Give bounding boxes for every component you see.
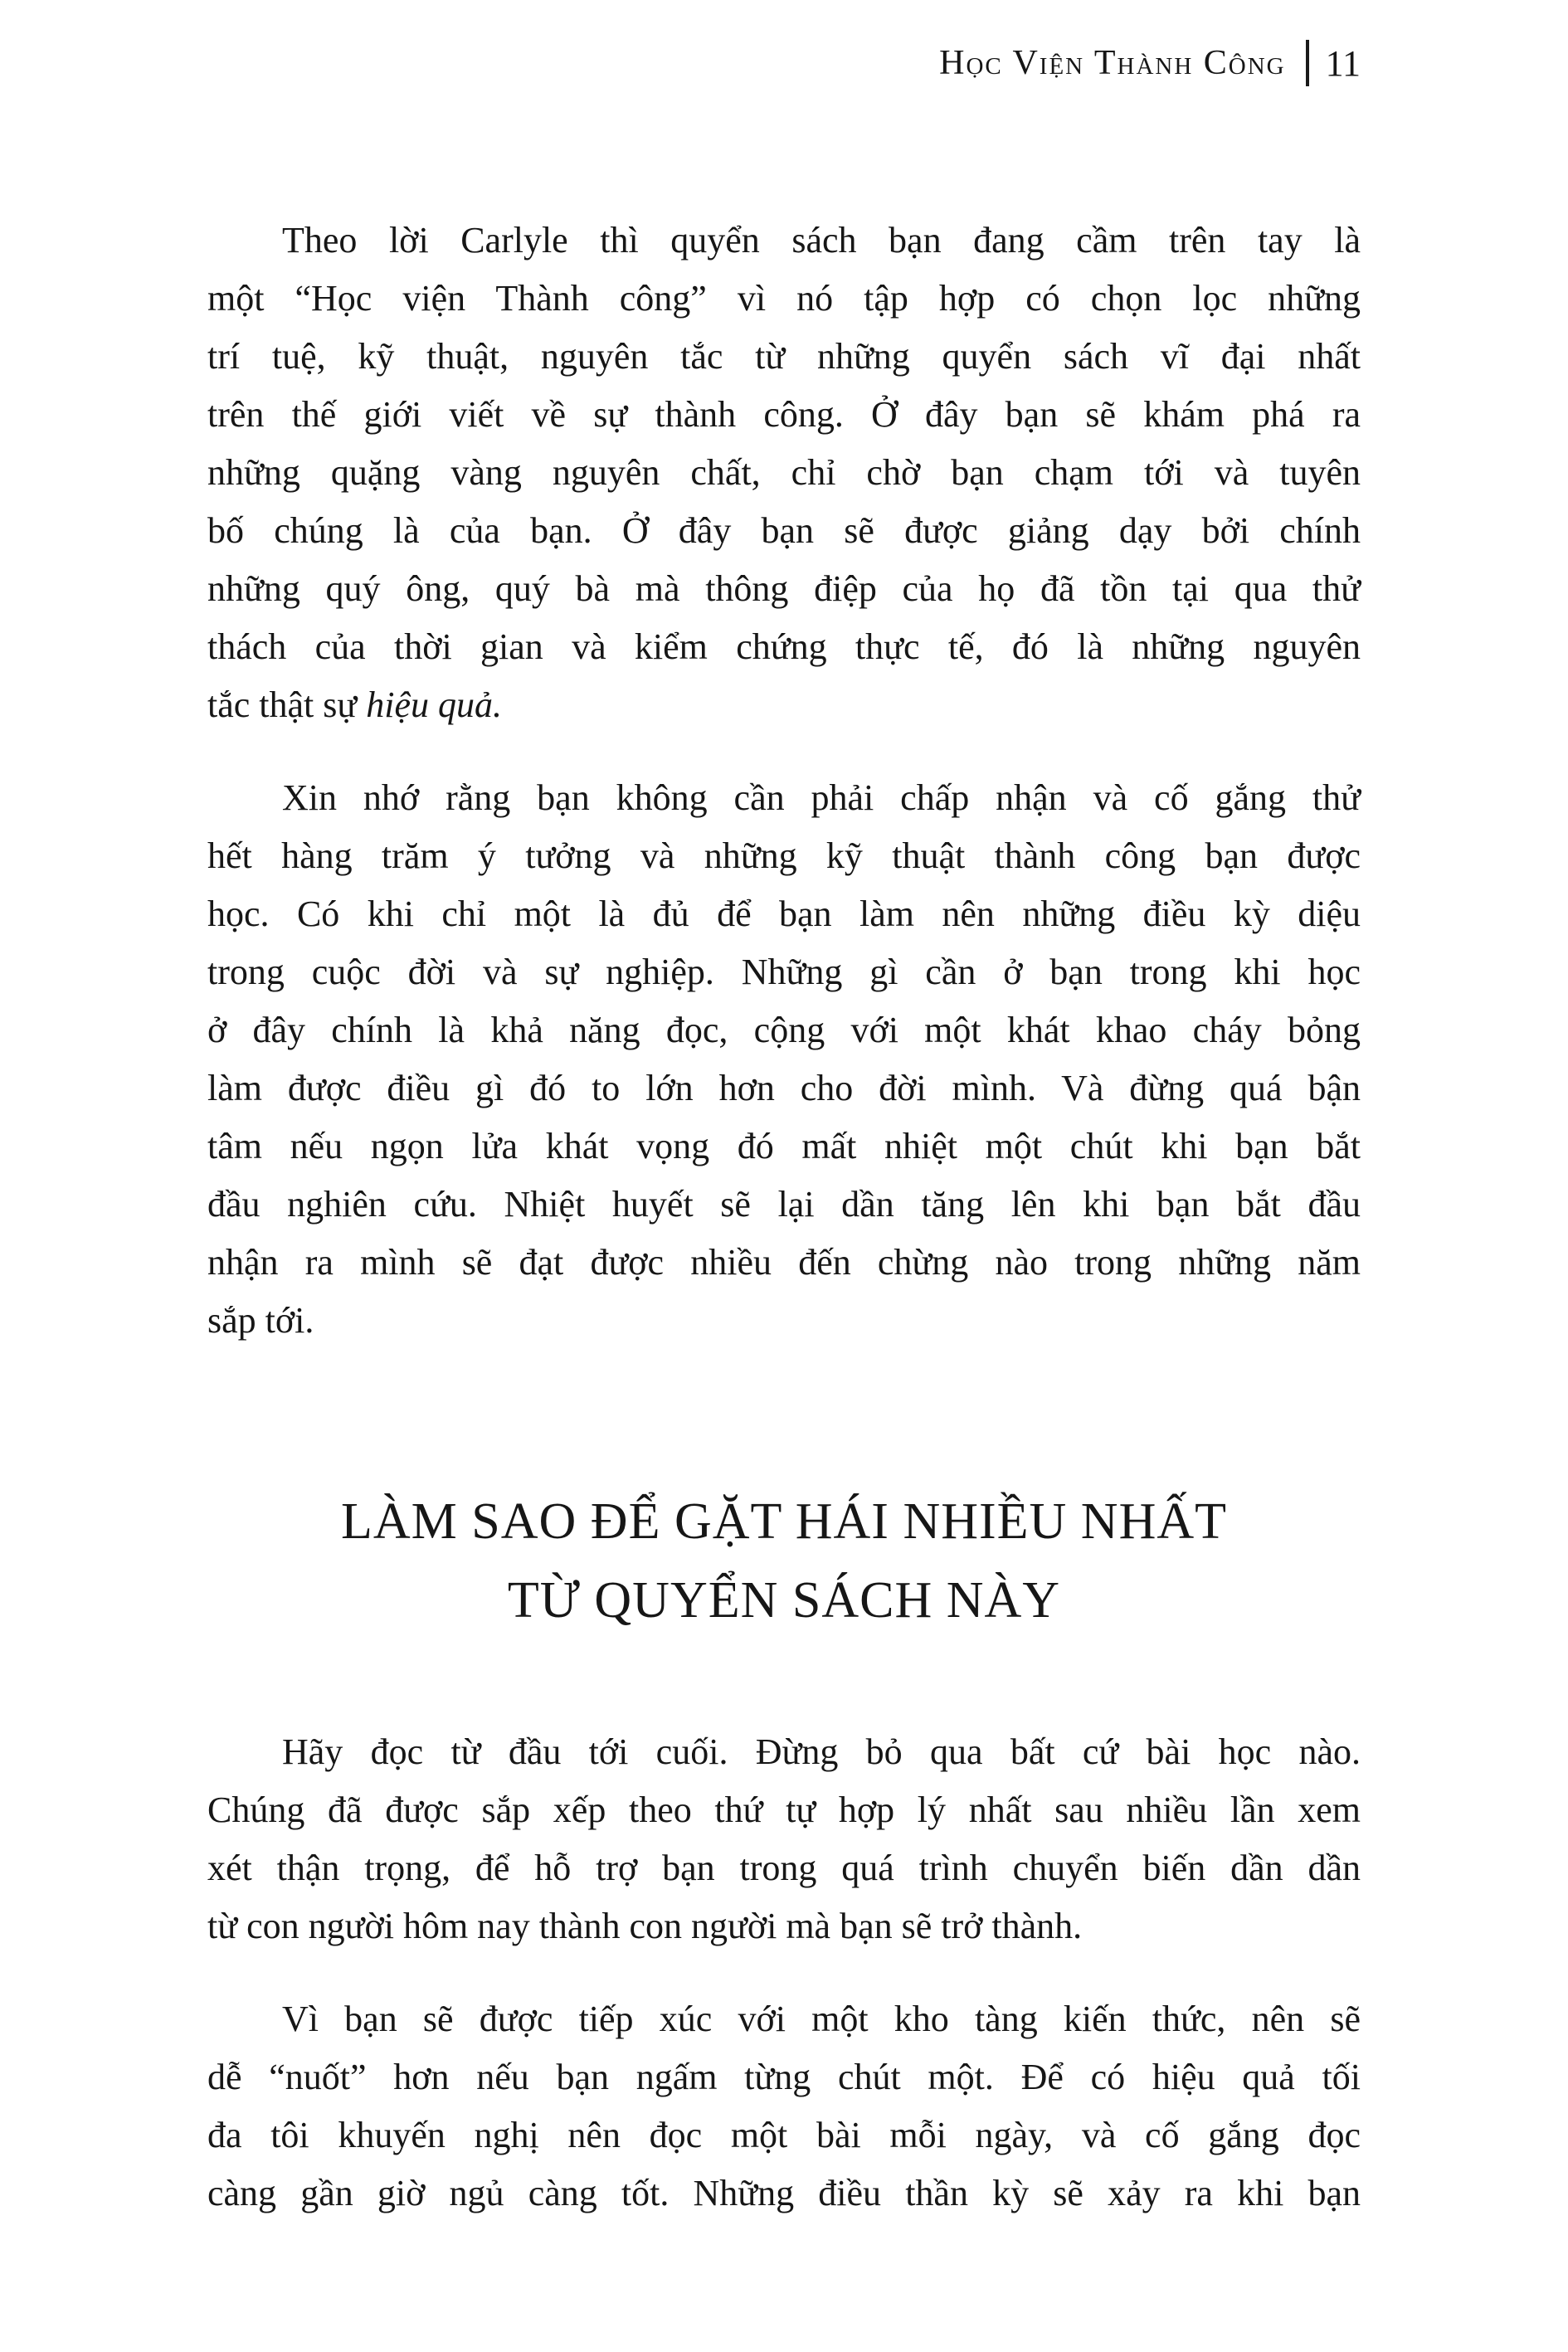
text-line <box>207 1723 1361 1781</box>
text-line <box>207 1292 1361 1350</box>
text-segment: thách của thời gian và kiểm chứng thực tế, đó là những nguyên <box>207 626 1361 667</box>
text-line <box>207 1781 1361 1839</box>
running-header <box>939 40 1361 86</box>
text-line <box>207 444 1361 502</box>
text-line <box>207 769 1361 827</box>
content <box>207 212 1361 2257</box>
italic-text: hiệu quả. <box>366 684 502 725</box>
text-segment: tâm nếu ngọn lửa khát vọng đó mất nhiệt một chút khi bạn bắt <box>207 1126 1361 1166</box>
text-line <box>207 328 1361 386</box>
text-line <box>207 2165 1361 2223</box>
text-segment: đa tôi khuyến nghị nên đọc một bài mỗi ngày, và cố gắng đọc <box>207 2115 1361 2155</box>
text-line <box>207 2048 1361 2106</box>
text-segment: Chúng đã được sắp xếp theo thứ tự hợp lý nhất sau nhiều lần xem <box>207 1790 1361 1830</box>
text-segment: sắp tới. <box>207 1300 314 1341</box>
text-segment: bố chúng là của bạn. Ở đây bạn sẽ được giảng dạy bởi chính <box>207 510 1361 551</box>
text-segment: hết hàng trăm ý tưởng và những kỹ thuật thành công bạn được <box>207 835 1361 876</box>
text-segment: từ con người hôm nay thành con người mà bạn sẽ trở thành. <box>207 1906 1083 1946</box>
text-line <box>207 386 1361 444</box>
text-segment: xét thận trọng, để hỗ trợ bạn trong quá trình chuyển biến dần dần <box>207 1848 1361 1888</box>
section-heading <box>207 1483 1361 1640</box>
paragraph <box>207 1990 1361 2223</box>
text-segment: ở đây chính là khả năng đọc, cộng với một khát khao cháy bỏng <box>207 1010 1361 1050</box>
text-line <box>207 2106 1361 2165</box>
text-line <box>207 1001 1361 1059</box>
text-line <box>207 1897 1361 1955</box>
text-segment: Theo lời Carlyle thì quyển sách bạn đang cầm trên tay là <box>282 220 1361 261</box>
text-line <box>207 270 1361 328</box>
running-title: Học Viện Thành Công <box>939 44 1286 82</box>
text-line <box>207 1234 1361 1292</box>
paragraph <box>207 769 1361 1350</box>
text-segment: đầu nghiên cứu. Nhiệt huyết sẽ lại dần tăng lên khi bạn bắt đầu <box>207 1184 1361 1225</box>
text-segment: Hãy đọc từ đầu tới cuối. Đừng bỏ qua bất cứ bài học nào. <box>282 1731 1361 1772</box>
text-segment: càng gần giờ ngủ càng tốt. Những điều thần kỳ sẽ xảy ra khi bạn <box>207 2173 1361 2213</box>
text-line <box>207 1118 1361 1176</box>
heading-line: LÀM SAO ĐỂ GẶT HÁI NHIỀU NHẤT <box>341 1493 1227 1550</box>
text-line <box>207 618 1361 676</box>
text-segment: Vì bạn sẽ được tiếp xúc với một kho tàng kiến thức, nên sẽ <box>282 1999 1361 2039</box>
text-segment: tắc thật sự <box>207 684 367 725</box>
text-line <box>207 1990 1361 2048</box>
heading-line: TỪ QUYỂN SÁCH NÀY <box>507 1572 1061 1629</box>
text-segment: trí tuệ, kỹ thuật, nguyên tắc từ những quyển sách vĩ đại nhất <box>207 336 1361 377</box>
text-segment: nhận ra mình sẽ đạt được nhiều đến chừng nào trong những năm <box>207 1242 1361 1283</box>
page-number: 11 <box>1325 42 1361 84</box>
text-segment: những quặng vàng nguyên chất, chỉ chờ bạn chạm tới và tuyên <box>207 452 1361 493</box>
text-line <box>207 885 1361 943</box>
text-segment: những quý ông, quý bà mà thông điệp của họ đã tồn tại qua thử <box>207 568 1361 609</box>
paragraph <box>207 212 1361 734</box>
text-segment: trên thế giới viết về sự thành công. Ở đây bạn sẽ khám phá ra <box>207 394 1361 435</box>
text-segment: một “Học viện Thành công” vì nó tập hợp có chọn lọc những <box>207 278 1361 319</box>
text-segment: học. Có khi chỉ một là đủ để bạn làm nên những điều kỳ diệu <box>207 894 1361 934</box>
text-line <box>207 827 1361 885</box>
text-line <box>207 676 1361 734</box>
text-segment: Xin nhớ rằng bạn không cần phải chấp nhận và cố gắng thử <box>282 777 1361 818</box>
text-line <box>207 943 1361 1001</box>
paragraph <box>207 1723 1361 1955</box>
text-segment: dễ “nuốt” hơn nếu bạn ngấm từng chút một. Để có hiệu quả tối <box>207 2057 1361 2097</box>
text-line <box>207 1176 1361 1234</box>
text-line <box>207 502 1361 560</box>
text-line <box>207 212 1361 270</box>
text-segment: làm được điều gì đó to lớn hơn cho đời mình. Và đừng quá bận <box>207 1068 1361 1108</box>
text-segment: trong cuộc đời và sự nghiệp. Những gì cần ở bạn trong khi học <box>207 952 1361 992</box>
text-line <box>207 1059 1361 1118</box>
text-line <box>207 1839 1361 1897</box>
text-line <box>207 560 1361 618</box>
header-divider-bar <box>1306 40 1309 86</box>
